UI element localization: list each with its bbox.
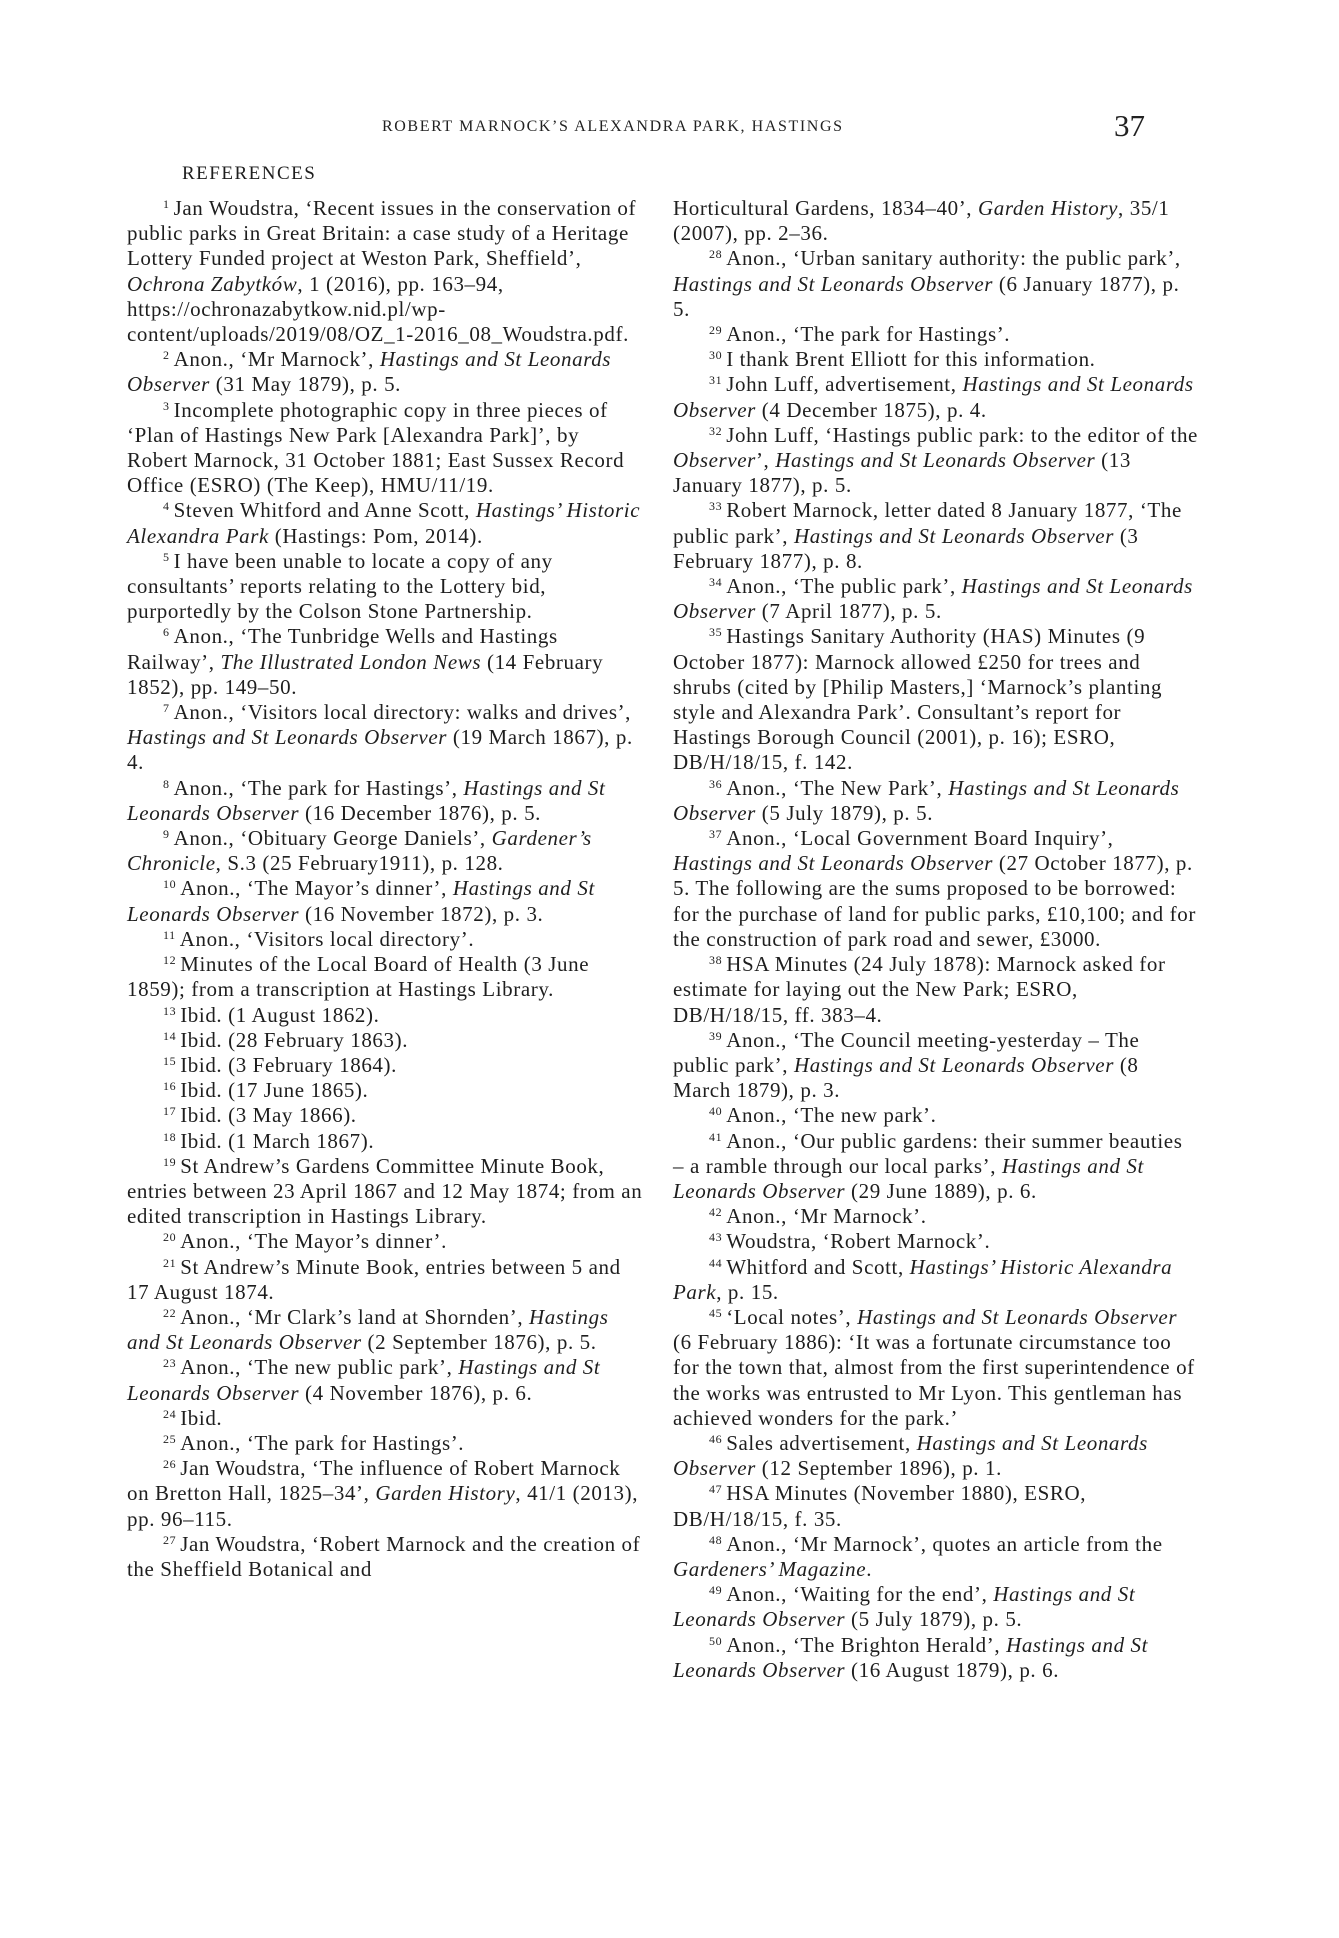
reference-text: Ibid. [180,1405,223,1430]
reference-entry [673,372,1198,422]
reference-title-italic: Hastings and St Leonards Observer [673,1430,1148,1481]
reference-entry [127,927,644,952]
reference-number: 11 [163,927,176,942]
reference-text: Horticultural Gardens, 1834–40’, [673,196,978,220]
reference-entry [127,1129,644,1154]
reference-number: 37 [709,827,723,842]
reference-text: , 35/1 (2007), pp. 2–36. [673,196,1170,246]
reference-text: , 41/1 (2013), pp. 96–115. [127,1481,639,1531]
reference-entry [673,1305,1198,1431]
reference-number: 7 [163,701,170,716]
reference-entry [127,1456,644,1532]
reference-title-italic: Hastings and St Leonards Observer [673,1582,1136,1632]
reference-text: (3 February 1877), p. 8. [673,523,1139,573]
reference-text: Anon., ‘The public park’, [726,574,962,599]
reference-text: ’, [755,448,776,473]
reference-number: 31 [709,373,723,388]
reference-title-italic: Ochrona Zabytków [127,271,298,296]
reference-number: 12 [163,953,177,968]
reference-text: Jan Woudstra, ‘The influence of Robert Marnock on Bretton Hall, 1825–34’, [127,1456,621,1506]
reference-text: (31 May 1879), p. 5. [209,372,402,397]
reference-number: 33 [709,499,723,514]
reference-entry [127,1406,644,1431]
references-left-column [127,196,644,1582]
reference-number: 4 [163,499,170,514]
reference-entry [127,952,644,1002]
reference-text: Anon., ‘Mr Marnock’, quotes an article from the [726,1531,1163,1556]
reference-entry [127,1028,644,1053]
reference-entry [673,776,1198,826]
reference-text: (4 November 1876), p. 6. [299,1380,533,1405]
reference-text: Anon., ‘Our public gardens: their summer beauties – a ramble through our local parks’, [673,1128,1183,1178]
reference-number: 36 [709,776,723,791]
reference-text: St Andrew’s Minute Book, entries between 5 and 17 August 1874. [127,1254,621,1304]
reference-title-italic: Hastings and St Leonards Observer [673,1632,1149,1682]
reference-entry [127,624,644,700]
reference-entry [673,624,1198,775]
reference-text: Ibid. (28 February 1863). [180,1027,409,1052]
reference-entry [673,826,1198,952]
reference-entry [673,1582,1198,1632]
reference-text: . [866,1556,873,1581]
reference-entry [673,574,1198,624]
reference-number: 49 [709,1583,723,1598]
reference-text: Anon., ‘Waiting for the end’, [726,1582,994,1607]
reference-entry [127,549,644,625]
reference-text: (4 December 1875), p. 4. [755,397,987,422]
reference-entry [127,1078,644,1103]
reference-entry [673,1633,1198,1683]
reference-text: I thank Brent Elliott for this information. [726,347,1096,372]
reference-number: 27 [163,1532,177,1547]
reference-title-italic: Hastings and St Leonards Observer [857,1304,1178,1329]
reference-text: (7 April 1877), p. 5. [755,599,942,624]
reference-entry [673,322,1198,347]
reference-number: 2 [163,348,170,363]
reference-number: 44 [709,1255,723,1270]
reference-text: Ibid. (1 March 1867). [180,1128,375,1153]
reference-title-italic: Hastings and St Leonards Observer [127,347,612,397]
reference-text: Steven Whitford and Anne Scott, [173,498,476,523]
reference-number: 5 [163,549,170,564]
reference-entry [673,1103,1198,1128]
reference-title-italic: Hastings and St Leonards Observer [775,448,1096,473]
reference-text: (13 January 1877), p. 5. [673,448,1131,498]
reference-entry [127,1431,644,1456]
reference-title-italic: Hastings and St Leonards Observer [673,574,1193,624]
reference-text: (8 March 1879), p. 3. [673,1052,1139,1103]
reference-entry [127,196,644,347]
reference-number: 22 [163,1305,177,1320]
reference-entry [127,700,644,776]
reference-text: (5 July 1879), p. 5. [845,1607,1023,1632]
reference-entry [127,1154,644,1230]
reference-text: Anon., ‘Local Government Board Inquiry’, [726,826,1114,851]
reference-entry [673,196,1198,246]
reference-text: Ibid. (3 February 1864). [180,1052,397,1077]
reference-text: Anon., ‘The Brighton Herald’, [726,1632,1007,1657]
reference-title-italic: Hastings’ Historic Alexandra Park [673,1254,1173,1304]
reference-text: (27 October 1877), p. 5. The following are the sums proposed to be borrowed: for the purchase of land for public parks, £10,100; and for the construction of park road and sewer, £3000. [673,851,1196,951]
reference-text: (14 February 1852), pp. 149–50. [127,649,604,699]
reference-text: John Luff, advertisement, [726,372,963,397]
reference-title-italic: Observer [673,448,756,473]
reference-title-italic: Hastings and St Leonards Observer [127,775,606,825]
reference-title-italic: Garden History [375,1481,516,1506]
reference-number: 3 [163,398,170,413]
reference-number: 35 [709,625,723,640]
reference-text: Jan Woudstra, ‘Robert Marnock and the creation of the Sheffield Botanical and [127,1531,641,1581]
reference-text: Ibid. (3 May 1866). [180,1103,357,1128]
reference-number: 19 [163,1154,177,1169]
reference-number: 15 [163,1053,177,1068]
reference-number: 13 [163,1003,177,1018]
reference-text: (16 August 1879), p. 6. [845,1657,1060,1682]
reference-text: Anon., ‘Mr Clark’s land at Shornden’, [180,1304,530,1329]
reference-entry [127,1355,644,1405]
reference-text: (12 September 1896), p. 1. [755,1456,1002,1481]
reference-number: 30 [709,348,723,363]
reference-number: 42 [709,1205,723,1220]
reference-entry [127,347,644,397]
reference-entry [673,1431,1198,1481]
reference-text: (16 December 1876), p. 5. [299,800,542,825]
reference-number: 18 [163,1129,177,1144]
reference-entry [673,1204,1198,1229]
reference-title-italic: Gardener’s Chronicle [127,826,592,876]
reference-number: 26 [163,1457,177,1472]
reference-text: Robert Marnock, letter dated 8 January 1877, ‘The public park’, [673,498,1182,548]
reference-number: 34 [709,575,723,590]
reference-entry [673,423,1198,499]
reference-text: (5 July 1879), p. 5. [755,800,934,825]
reference-number: 10 [163,877,177,892]
reference-entry [127,1305,644,1355]
reference-text: Whitford and Scott, [726,1254,910,1279]
reference-title-italic: Hastings and St Leonards Observer [127,876,595,926]
reference-number: 50 [709,1633,723,1648]
reference-text: Anon., ‘The Council meeting-yesterday – The public park’, [673,1027,1140,1077]
reference-text: (2 September 1876), p. 5. [361,1330,597,1355]
reference-text: Sales advertisement, [726,1430,917,1455]
reference-text: (29 June 1889), p. 6. [845,1178,1037,1203]
reference-entry [673,246,1198,322]
reference-text: Anon., ‘The new public park’, [180,1355,459,1380]
reference-title-italic: Hastings and St Leonards Observer [127,1304,609,1355]
reference-number: 14 [163,1028,177,1043]
reference-text: Anon., ‘The park for Hastings’. [180,1430,465,1455]
reference-text: Ibid. (1 August 1862). [180,1002,380,1027]
reference-number: 24 [163,1406,177,1421]
reference-entry [127,1053,644,1078]
reference-number: 38 [709,953,723,968]
reference-text: Anon., ‘The Mayor’s dinner’, [180,876,453,901]
reference-entry [673,347,1198,372]
reference-number: 39 [709,1028,723,1043]
reference-number: 48 [709,1532,723,1547]
reference-number: 25 [163,1431,177,1446]
reference-title-italic: Hastings and St Leonards Observer [673,271,994,296]
reference-number: 28 [709,247,723,262]
reference-entry [673,498,1198,574]
reference-title-italic: Hastings’ Historic Alexandra Park [127,498,641,548]
reference-text: (6 February 1886): ‘It was a fortunate circumstance too for the town that, almost from the first superintendence of the works was entrusted to Mr Lyon. This gentleman has achieved wonders for the park.’ [673,1330,1195,1430]
reference-text: Hastings Sanitary Authority (HAS) Minutes (9 October 1877): Marnock allowed £250 for trees and shrubs (cited by [Philip Masters,] ‘Marnock’s planting style and Alexandra Park’. Consultant’s report for Hastings Borough Council (2001), p. 16); ESRO, DB/H/18/15, f. 142. [673,624,1163,775]
reference-text: HSA Minutes (November 1880), ESRO, DB/H/18/15, f. 35. [673,1481,1087,1531]
reference-title-italic: Hastings and St Leonards Observer [127,725,448,750]
reference-entry [127,398,644,499]
reference-text: Ibid. (17 June 1865). [180,1078,369,1103]
reference-text: , S.3 (25 February1911), p. 128. [215,851,504,876]
reference-entry [127,1229,644,1254]
reference-title-italic: Garden History [977,196,1119,220]
reference-text: Anon., ‘The park for Hastings’. [726,322,1011,347]
reference-text: Minutes of the Local Board of Health (3 June 1859); from a transcription at Hastings Library. [127,952,590,1002]
reference-entry [127,876,644,926]
reference-text: I have been unable to locate a copy of any consultants’ reports relating to the Lottery bid, purportedly by the Colson Stone Partnership. [127,548,553,624]
reference-text: Anon., ‘The Tunbridge Wells and Hastings Railway’, [127,624,558,674]
running-head: ROBERT MARNOCK’S ALEXANDRA PARK, HASTINGS [382,118,844,135]
reference-entry [127,1103,644,1128]
reference-number: 29 [709,323,723,338]
reference-text: (Hastings: Pom, 2014). [268,523,483,548]
reference-number: 16 [163,1079,177,1094]
reference-text: St Andrew’s Gardens Committee Minute Book, entries between 23 April 1867 and 12 May 1874; from an edited transcription in Hastings Library. [127,1153,643,1229]
reference-entry [673,1129,1198,1205]
reference-text: Anon., ‘Obituary George Daniels’, [173,826,492,851]
reference-entry [673,1255,1198,1305]
reference-number: 8 [163,776,170,791]
reference-text: Anon., ‘Visitors local directory: walks and drives’, [173,700,632,725]
reference-text: , 1 (2016), pp. 163–94, https://ochronazabytkow.nid.pl/wp-content/uploads/2019/08/OZ_1-2016_08_Woudstra.pdf. [127,271,629,347]
reference-title-italic: Hastings and St Leonards Observer [673,1153,1144,1203]
reference-number: 47 [709,1482,723,1497]
reference-title-italic: Gardeners’ Magazine [673,1556,867,1581]
references-right-column [673,196,1198,1683]
reference-title-italic: Hastings and St Leonards Observer [793,1052,1114,1077]
reference-text: ‘Local notes’, [726,1304,858,1329]
reference-number: 21 [163,1255,177,1270]
reference-entry [673,1532,1198,1582]
reference-title-italic: Hastings and St Leonards Observer [673,851,994,876]
reference-text: (16 November 1872), p. 3. [299,901,544,926]
reference-text: Anon., ‘The Mayor’s dinner’. [180,1229,448,1254]
reference-text: Anon., ‘The new park’. [726,1103,937,1128]
reference-text: Anon., ‘The park for Hastings’, [173,775,464,800]
reference-title-italic: The Illustrated London News [220,649,482,674]
reference-number: 46 [709,1431,723,1446]
reference-entry [127,1003,644,1028]
reference-number: 23 [163,1356,177,1371]
reference-text: HSA Minutes (24 July 1878): Marnock asked for estimate for laying out the New Park; ESRO, DB/H/18/15, ff. 383–4. [673,952,1166,1027]
reference-number: 45 [709,1305,723,1320]
reference-entry [127,1532,644,1582]
page-number: 37 [1114,108,1145,143]
reference-title-italic: Hastings and St Leonards Observer [793,523,1114,548]
reference-title-italic: Hastings and St Leonards Observer [127,1355,601,1405]
reference-number: 32 [709,423,723,438]
reference-number: 41 [709,1129,723,1144]
reference-number: 6 [163,625,170,640]
reference-title-italic: Hastings and St Leonards Observer [673,775,1180,825]
reference-entry [673,952,1198,1028]
references-heading: REFERENCES [182,163,317,184]
reference-entry [127,776,644,826]
reference-text: Anon., ‘The New Park’, [726,775,949,800]
reference-number: 20 [163,1230,177,1245]
reference-entry [673,1481,1198,1531]
reference-text: (19 March 1867), p. 4. [127,725,633,775]
reference-text: Anon., ‘Mr Marnock’, [173,347,380,372]
reference-number: 40 [709,1104,723,1119]
reference-text: Incomplete photographic copy in three pieces of ‘Plan of Hastings New Park [Alexandra Park]’, by Robert Marnock, 31 October 1881; East Sussex Record Office (ESRO) (The Keep), HMU/11/19. [127,397,625,498]
reference-text: John Luff, ‘Hastings public park: to the editor of the [726,422,1198,447]
reference-entry [673,1028,1198,1104]
reference-number: 43 [709,1230,723,1245]
reference-text: (6 January 1877), p. 5. [673,271,1180,321]
reference-text: Jan Woudstra, ‘Recent issues in the conservation of public parks in Great Britain: a case study of a Heritage Lottery Funded project at Weston Park, Sheffield’, [127,196,637,271]
reference-number: 17 [163,1104,177,1119]
reference-entry [127,826,644,876]
reference-text: Anon., ‘Urban sanitary authority: the public park’, [726,246,1181,271]
reference-entry [127,498,644,548]
reference-text: Anon., ‘Visitors local directory’. [179,926,475,951]
reference-text: , p. 15. [716,1279,779,1304]
reference-entry [127,1255,644,1305]
reference-number: 9 [163,827,170,842]
reference-entry [673,1229,1198,1254]
reference-text: Woudstra, ‘Robert Marnock’. [726,1229,991,1254]
reference-text: Anon., ‘Mr Marnock’. [726,1204,927,1229]
reference-number: 1 [163,197,170,211]
reference-title-italic: Hastings and St Leonards Observer [673,372,1194,422]
